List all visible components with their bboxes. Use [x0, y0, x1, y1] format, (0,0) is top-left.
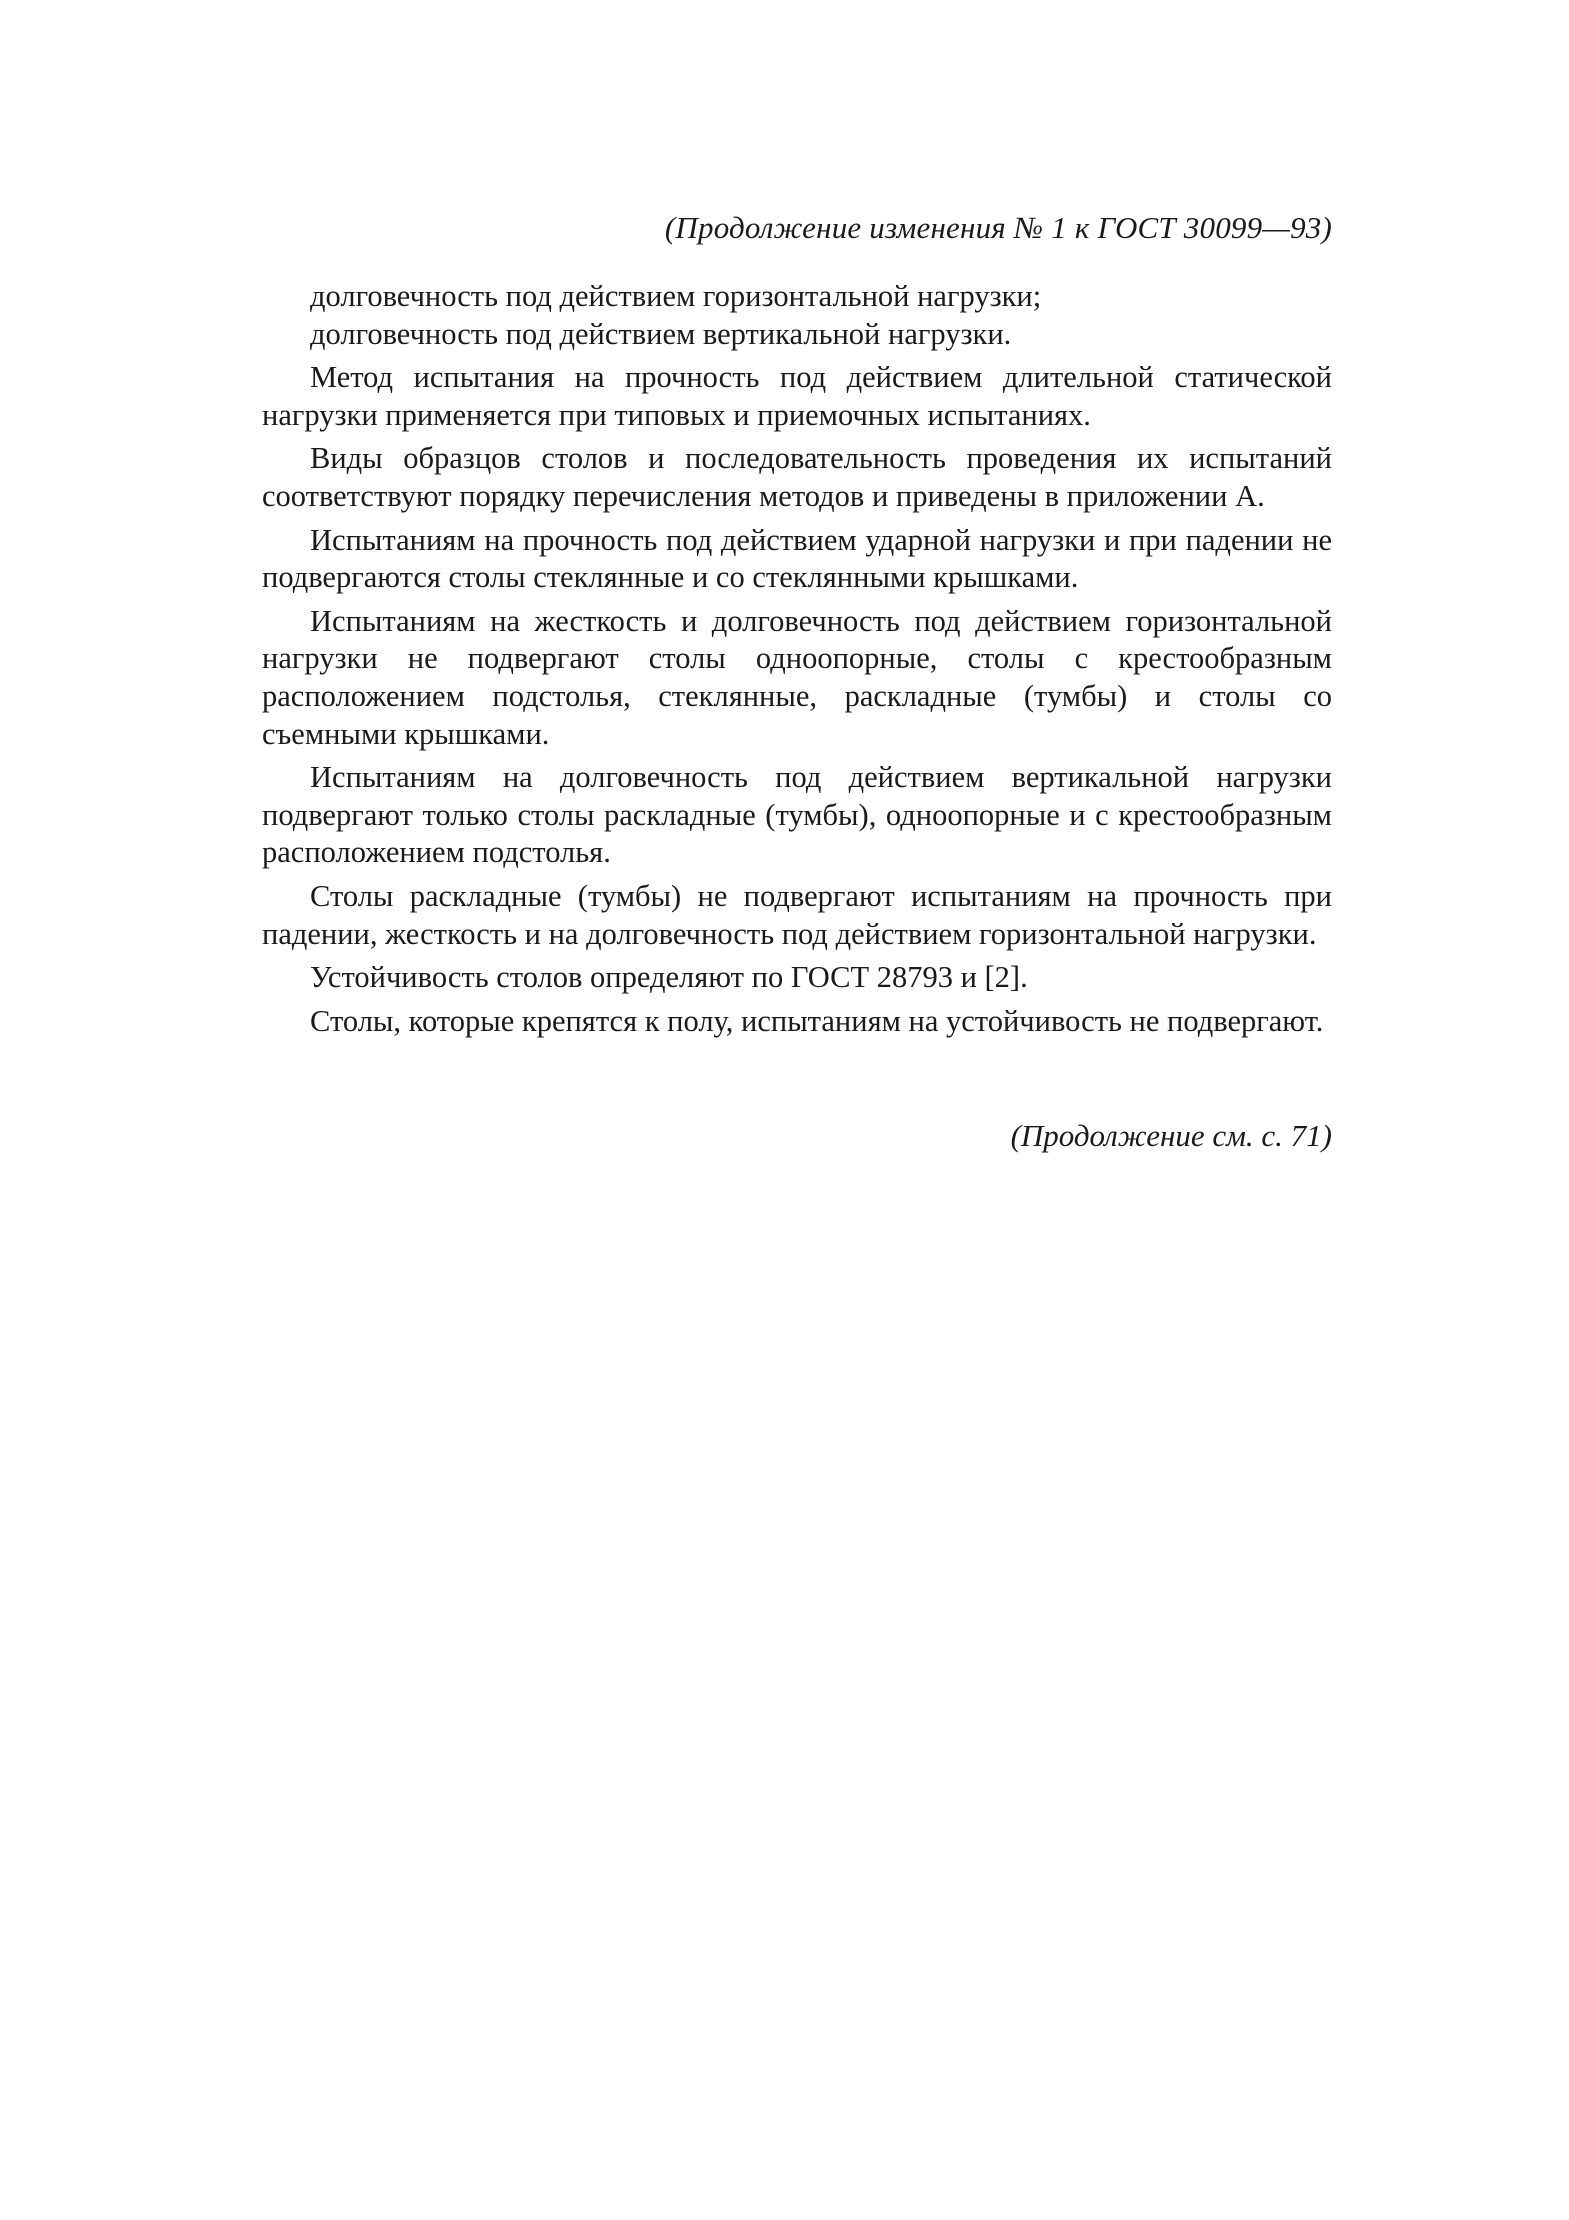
paragraph: долговечность под действием вертикальной нагрузки. [310, 316, 1012, 351]
paragraph: Испытаниям на долговечность под действием вертикальной нагрузки подвергают только столы раскладные (тумбы), одноопорные и с крестообразным расположением подстолья. [262, 760, 1332, 870]
paragraph: Испытаниям на прочность под действием ударной нагрузки и при падении не подвергаются столы стеклянные и со стеклянными крышками. [262, 522, 1332, 595]
paragraph: Столы раскладные (тумбы) не подвергают испытаниям на прочность при падении, жесткость и на долговечность под действием горизонтальной нагрузки. [262, 878, 1332, 951]
paragraph: долговечность под действием горизонтальной нагрузки; [310, 279, 1042, 313]
body-text [262, 278, 1332, 1040]
running-header: (Продолжение изменения № 1 к ГОСТ 30099—93) [664, 210, 1332, 245]
paragraph: Метод испытания на прочность под действием длительной статической нагрузки применяется при типовых и приемочных испытаниях. [262, 360, 1332, 432]
paragraph: Столы, которые крепятся к полу, испытаниям на устойчивость не подвергают. [310, 1003, 1324, 1038]
paragraph: Испытаниям на жесткость и долговечность под действием горизонтальной нагрузки не подвергают столы одноопорные, столы с крестообразным расположением подстолья, стеклянные, раскладные (тумбы) и столы со съемными крышками. [262, 603, 1332, 751]
paragraph: Устойчивость столов определяют по ГОСТ 28793 и [2]. [310, 960, 1028, 995]
paragraph: Виды образцов столов и последовательность проведения их испытаний соответствуют порядку перечисления методов и приведены в приложении А. [262, 441, 1332, 513]
continuation-note: (Продолжение см. с. 71) [1010, 1118, 1332, 1153]
